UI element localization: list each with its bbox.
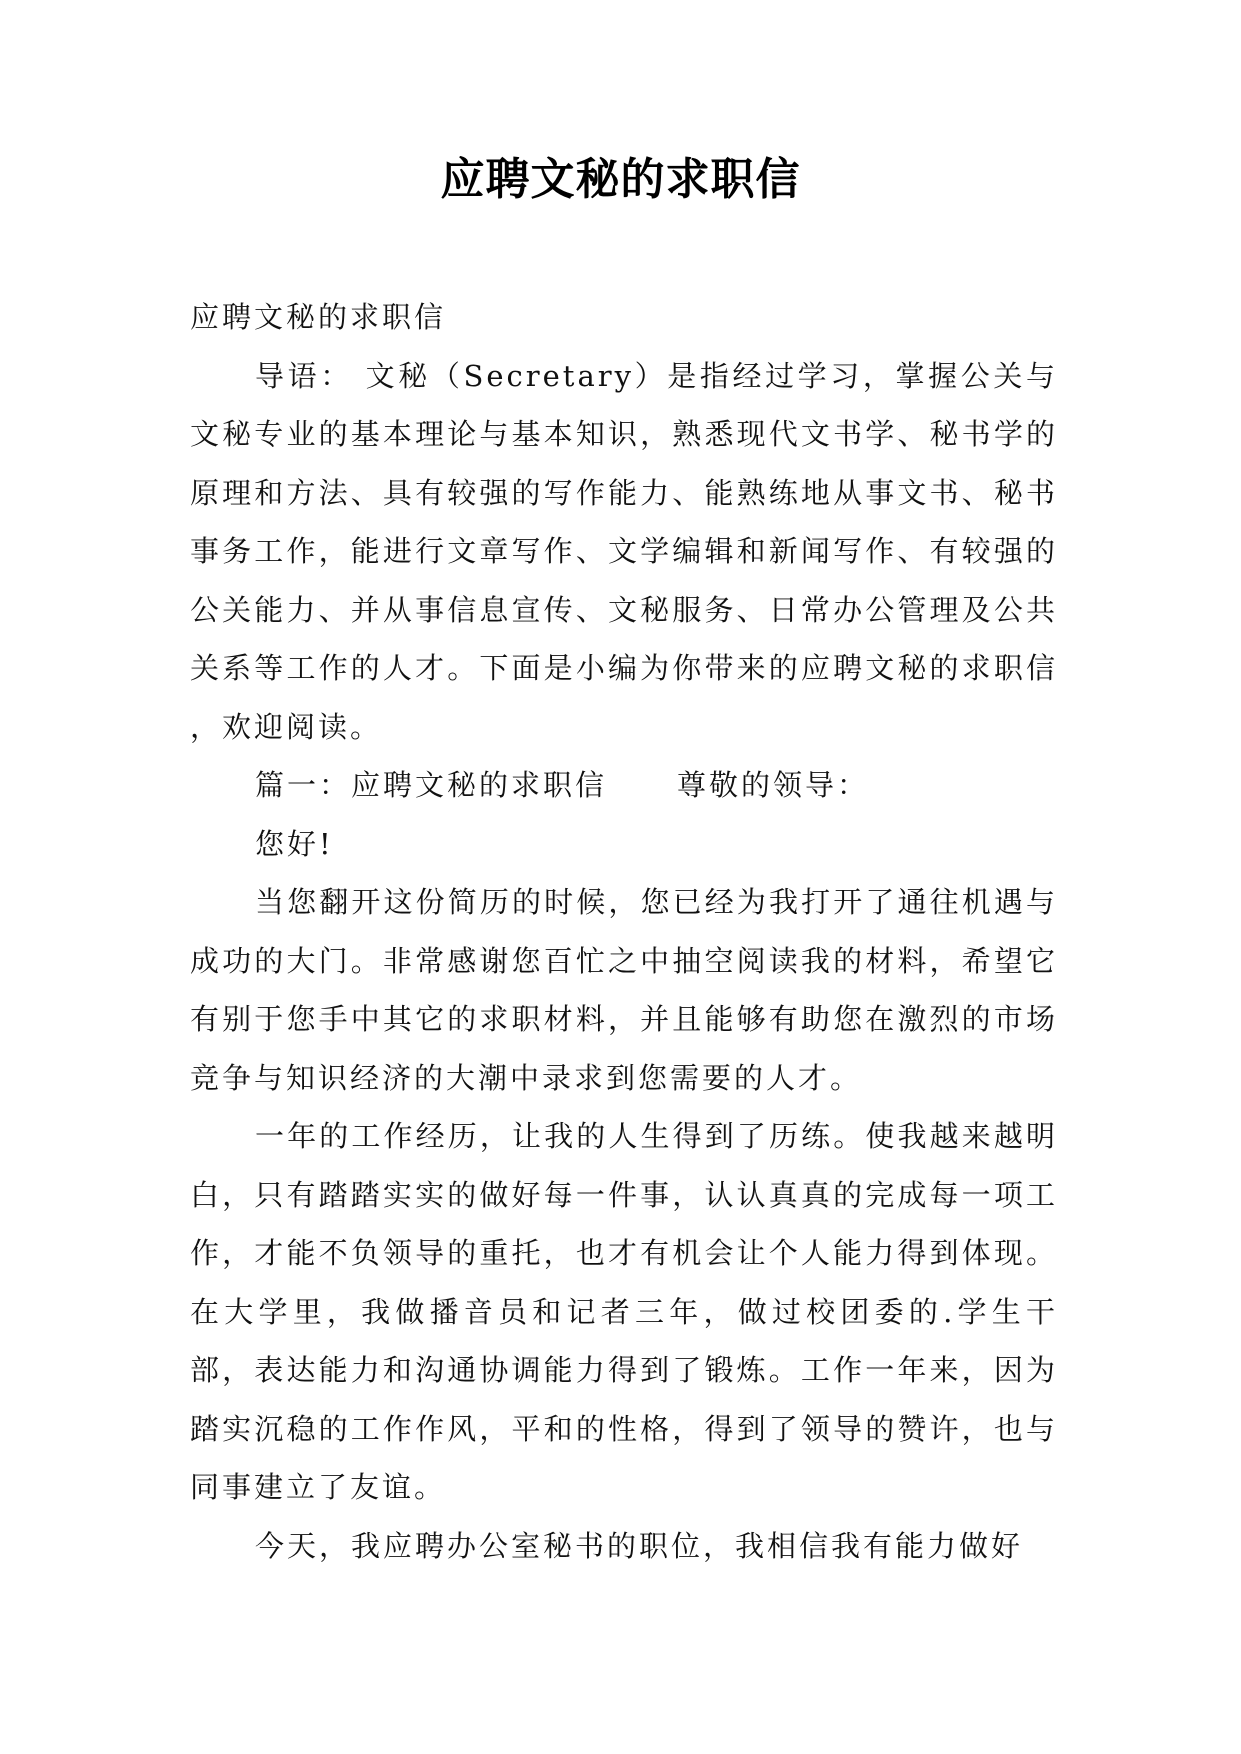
intro-paragraph: 导语： 文秘（Secretary）是指经过学习，掌握公关与文秘专业的基本理论与基本知识，熟悉现代文书学、秘书学的原理和方法、具有较强的写作能力、能熟练地从事文书、秘书事务工作，能进行文章写作、文学编辑和新闻写作、有较强的公关能力、并从事信息宣传、文秘服务、日常办公管理及公共关系等工作的人才。下面是小编为你带来的应聘文秘的求职信 ，欢迎阅读。 [190,358,1058,744]
salutation: 尊敬的领导： [677,768,870,802]
body-paragraph: 一年的工作经历，让我的人生得到了历练。使我越来越明白，只有踏踏实实的做好每一件事，认认真真的完成每一项工作，才能不负领导的重托，也才有机会让个人能力得到体现。在大学里，我做播音员和记者三年，做过校团委的.学生干部，表达能力和沟通协调能力得到了锻炼。工作一年来，因为踏实沉稳的工作作风，平和的性格，得到了领导的赞许，也与同事建立了友谊。 [190,1119,1058,1504]
document-subtitle: 应聘文秘的求职信 [190,300,447,334]
body-paragraph: 当您翻开这份简历的时候，您已经为我打开了通往机遇与成功的大门。非常感谢您百忙之中抽空阅读我的材料，希望它有别于您手中其它的求职材料，并且能够有助您在激烈的市场竞争与知识经济的大潮中录求到您需要的人才。 [190,885,1058,1095]
body-paragraph: 今天，我应聘办公室秘书的职位，我相信我有能力做好 [255,1528,1024,1563]
section-heading-line [190,756,1058,815]
greeting: 您好! [255,826,334,861]
document-body [190,288,1058,1575]
document-title: 应聘文秘的求职信 [440,154,801,205]
section-heading: 篇一：应聘文秘的求职信 [255,768,608,802]
